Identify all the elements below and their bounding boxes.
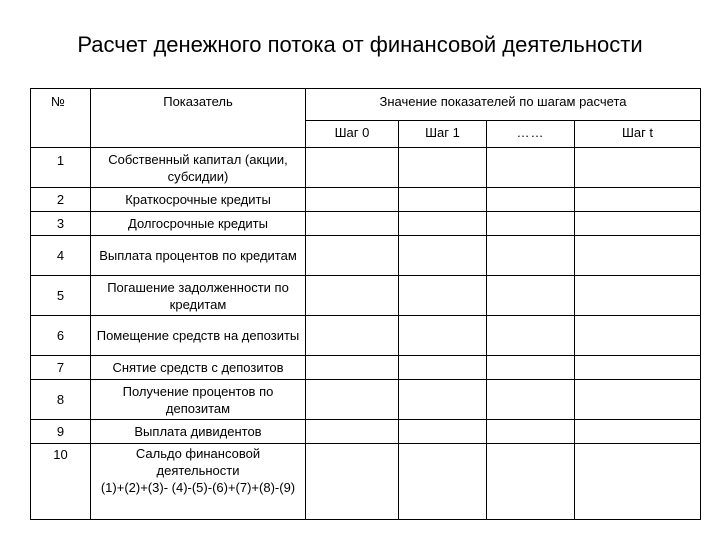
value-cell: [306, 212, 399, 236]
header-values: Значение показателей по шагам расчета: [306, 89, 701, 121]
value-cell: [575, 420, 701, 444]
row-indicator: Выплата процентов по кредитам: [91, 236, 306, 276]
value-cell: [575, 148, 701, 188]
table-row: [31, 148, 701, 188]
value-cell: [575, 316, 701, 356]
value-cell: [399, 212, 487, 236]
value-cell: [399, 380, 487, 420]
header-step-t: Шаг t: [575, 121, 701, 148]
header-step-1: Шаг 1: [399, 121, 487, 148]
table-row: [31, 356, 701, 380]
table-row: [31, 380, 701, 420]
value-cell: [399, 276, 487, 316]
row-number: 9: [31, 420, 91, 444]
row-indicator-formula: (1)+(2)+(3)- (4)-(5)-(6)+(7)+(8)-(9): [100, 480, 296, 495]
value-cell: [487, 188, 575, 212]
value-cell: [306, 276, 399, 316]
value-cell: [487, 148, 575, 188]
header-indicator: Показатель: [91, 89, 306, 148]
value-cell: [306, 380, 399, 420]
row-number: 8: [31, 380, 91, 420]
row-indicator: Погашение задолженности по кредитам: [91, 276, 306, 316]
value-cell: [575, 356, 701, 380]
header-step-0: Шаг 0: [306, 121, 399, 148]
value-cell: [306, 420, 399, 444]
value-cell: [399, 148, 487, 188]
value-cell: [306, 444, 399, 520]
row-indicator: Помещение средств на депозиты: [91, 316, 306, 356]
value-cell: [306, 148, 399, 188]
row-number: 1: [31, 148, 91, 188]
row-indicator-total: [91, 444, 306, 520]
value-cell: [399, 236, 487, 276]
row-indicator: Получение процентов по депозитам: [91, 380, 306, 420]
value-cell: [306, 356, 399, 380]
value-cell: [487, 212, 575, 236]
table-row: [31, 444, 701, 520]
value-cell: [399, 188, 487, 212]
value-cell: [575, 212, 701, 236]
header-number: №: [31, 89, 91, 148]
table-row: [31, 420, 701, 444]
table-row: [31, 236, 701, 276]
table-row: [31, 316, 701, 356]
value-cell: [487, 316, 575, 356]
cash-flow-table: [30, 88, 701, 520]
value-cell: [487, 380, 575, 420]
row-indicator: Снятие средств с депозитов: [91, 356, 306, 380]
page-title: Расчет денежного потока от финансовой деятельности: [77, 32, 643, 57]
value-cell: [399, 356, 487, 380]
row-number: 2: [31, 188, 91, 212]
value-cell: [487, 356, 575, 380]
row-indicator: Краткосрочные кредиты: [91, 188, 306, 212]
header-step-ellipsis: ……: [487, 121, 575, 148]
value-cell: [399, 420, 487, 444]
value-cell: [487, 420, 575, 444]
row-number: 6: [31, 316, 91, 356]
row-number: 7: [31, 356, 91, 380]
row-number: 4: [31, 236, 91, 276]
value-cell: [306, 188, 399, 212]
value-cell: [399, 444, 487, 520]
row-indicator: Выплата дивидентов: [91, 420, 306, 444]
value-cell: [487, 276, 575, 316]
value-cell: [306, 316, 399, 356]
value-cell: [575, 236, 701, 276]
row-number: 10: [31, 444, 91, 520]
row-indicator: Долгосрочные кредиты: [91, 212, 306, 236]
row-number: 5: [31, 276, 91, 316]
row-indicator: Собственный капитал (акции, субсидии): [91, 148, 306, 188]
table-row: [31, 188, 701, 212]
value-cell: [575, 276, 701, 316]
row-indicator-label: Сальдо финансовой деятельности: [135, 446, 261, 478]
value-cell: [487, 444, 575, 520]
value-cell: [306, 236, 399, 276]
value-cell: [399, 316, 487, 356]
row-number: 3: [31, 212, 91, 236]
value-cell: [575, 380, 701, 420]
table-row: [31, 212, 701, 236]
table-row: [31, 276, 701, 316]
value-cell: [575, 188, 701, 212]
value-cell: [487, 236, 575, 276]
value-cell: [575, 444, 701, 520]
